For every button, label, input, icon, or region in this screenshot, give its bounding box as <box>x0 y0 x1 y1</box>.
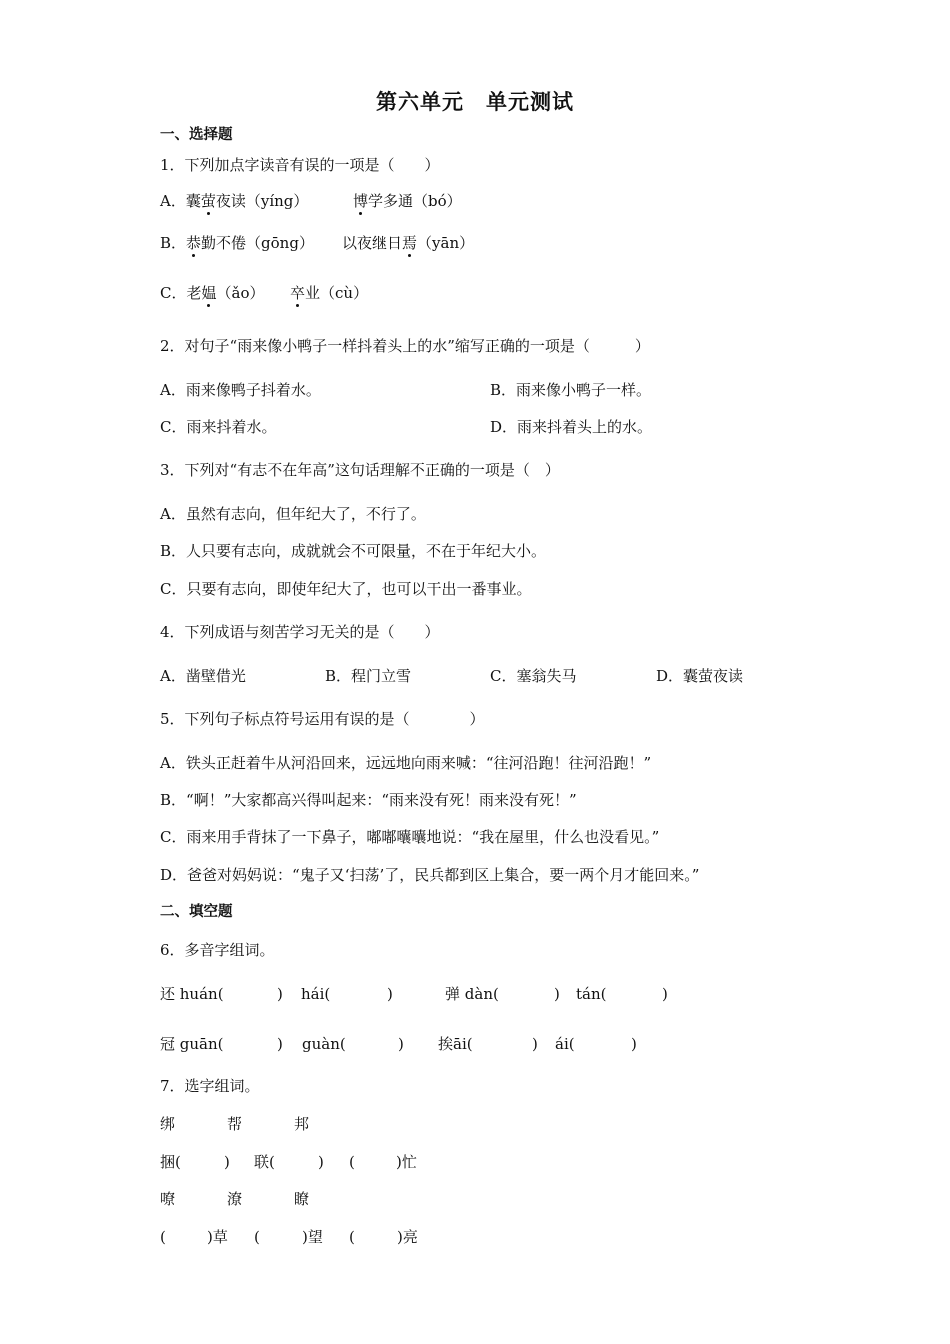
question-1-row-a <box>160 192 860 212</box>
option-5b: B．“啊！”大家都高兴得叫起来：“雨来没有死！雨来没有死！” <box>160 791 577 809</box>
blank-close: ) <box>277 985 283 1003</box>
option-2a: A．雨来像鸭子抖着水。 <box>160 381 321 399</box>
blank-close: ) <box>387 985 393 1003</box>
blank-close: ) <box>631 1035 637 1053</box>
question-5-stem: 5．下列句子标点符号运用有误的是（ ） <box>160 710 485 728</box>
blank-close: )望 <box>302 1228 323 1246</box>
question-6-stem: 6．多音字组词。 <box>160 941 275 959</box>
option-5a: A．铁头正赶着牛从河沿回来，远远地向雨来喊：“往河沿跑！往河沿跑！” <box>160 754 652 772</box>
question-4-stem: 4．下列成语与刻苦学习无关的是（ ） <box>160 623 440 641</box>
question-2-stem: 2．对句子“雨来像小鸭子一样抖着头上的水”缩写正确的一项是（ ） <box>160 337 650 355</box>
blank-label: 联( <box>254 1153 275 1171</box>
question-6-row-1 <box>160 985 760 1005</box>
option-5c: C．雨来用手背抹了一下鼻子，嘟嘟囔囔地说：“我在屋里，什么也没看见。” <box>160 828 660 846</box>
blank-close: )忙 <box>396 1153 417 1171</box>
char-option: 邦 <box>294 1115 310 1133</box>
blank-close: ) <box>662 985 668 1003</box>
question-7-stem: 7．选字组词。 <box>160 1077 260 1095</box>
char-option: 绑 <box>160 1115 176 1133</box>
blank-label: ( <box>160 1228 166 1246</box>
option-1a-2: 博学多通（bó） <box>353 192 462 210</box>
question-1-stem: 1．下列加点字读音有误的一项是（ ） <box>160 156 440 174</box>
option-4c: C．塞翁失马 <box>490 667 577 685</box>
blank-label: 弹 dàn( <box>445 985 499 1003</box>
option-1c-2: 卒业（cù） <box>290 284 369 302</box>
blank-close: ) <box>398 1035 404 1053</box>
blank-label: guàn( <box>302 1035 346 1053</box>
option-2d: D．雨来抖着头上的水。 <box>490 418 653 436</box>
option-2c: C．雨来抖着水。 <box>160 418 277 436</box>
blank-close: ) <box>554 985 560 1003</box>
option-4d: D．囊萤夜读 <box>656 667 744 685</box>
question-6-row-2 <box>160 1035 760 1055</box>
question-7-chars-1 <box>160 1115 560 1135</box>
char-option: 潦 <box>227 1190 243 1208</box>
char-option: 瞭 <box>294 1190 310 1208</box>
question-7-chars-2 <box>160 1190 560 1210</box>
option-1a-1: A．囊萤夜读（yíng） <box>160 192 309 210</box>
blank-label: ( <box>349 1228 355 1246</box>
blank-label: 捆( <box>160 1153 181 1171</box>
question-1-row-c <box>160 284 860 304</box>
option-4a: A．凿壁借光 <box>160 667 246 685</box>
blank-label: 冠 guān( <box>160 1035 224 1053</box>
option-1c-1: C．老媪（ǎo） <box>160 284 265 302</box>
blank-close: )草 <box>207 1228 228 1246</box>
blank-label: ái( <box>555 1035 575 1053</box>
option-1b-2: 以夜继日焉（yān） <box>342 234 475 252</box>
blank-close: ) <box>532 1035 538 1053</box>
question-3-stem: 3．下列对“有志不在年高”这句话理解不正确的一项是（ ） <box>160 461 560 479</box>
option-2b: B．雨来像小鸭子一样。 <box>490 381 652 399</box>
blank-close: )亮 <box>397 1228 418 1246</box>
option-3b: B．人只要有志向，成就就会不可限量，不在于年纪大小。 <box>160 542 547 560</box>
option-1b-1: B．恭勤不倦（gōng） <box>160 234 314 252</box>
option-3a: A．虽然有志向，但年纪大了，不行了。 <box>160 505 426 523</box>
blank-close: ) <box>277 1035 283 1053</box>
option-5d: D．爸爸对妈妈说：“鬼子又‘扫荡’了，民兵都到区上集合，要一两个月才能回来。” <box>160 866 700 884</box>
page-title: 第六单元 单元测试 <box>376 90 574 114</box>
blank-label: ( <box>254 1228 260 1246</box>
question-7-words-2 <box>160 1228 560 1248</box>
blank-label: tán( <box>576 985 607 1003</box>
question-7-words-1 <box>160 1153 560 1173</box>
blank-label: 挨āi( <box>438 1035 473 1053</box>
section-heading-fill: 二、填空题 <box>160 904 233 920</box>
char-option: 嘹 <box>160 1190 176 1208</box>
blank-close: ) <box>224 1153 230 1171</box>
question-1-row-b <box>160 234 860 254</box>
blank-close: ) <box>318 1153 324 1171</box>
blank-label: ( <box>349 1153 355 1171</box>
char-option: 帮 <box>227 1115 243 1133</box>
option-3c: C．只要有志向，即使年纪大了，也可以干出一番事业。 <box>160 580 532 598</box>
blank-label: 还 huán( <box>160 985 224 1003</box>
section-heading-choice: 一、选择题 <box>160 127 233 143</box>
blank-label: hái( <box>301 985 331 1003</box>
option-4b: B．程门立雪 <box>325 667 412 685</box>
